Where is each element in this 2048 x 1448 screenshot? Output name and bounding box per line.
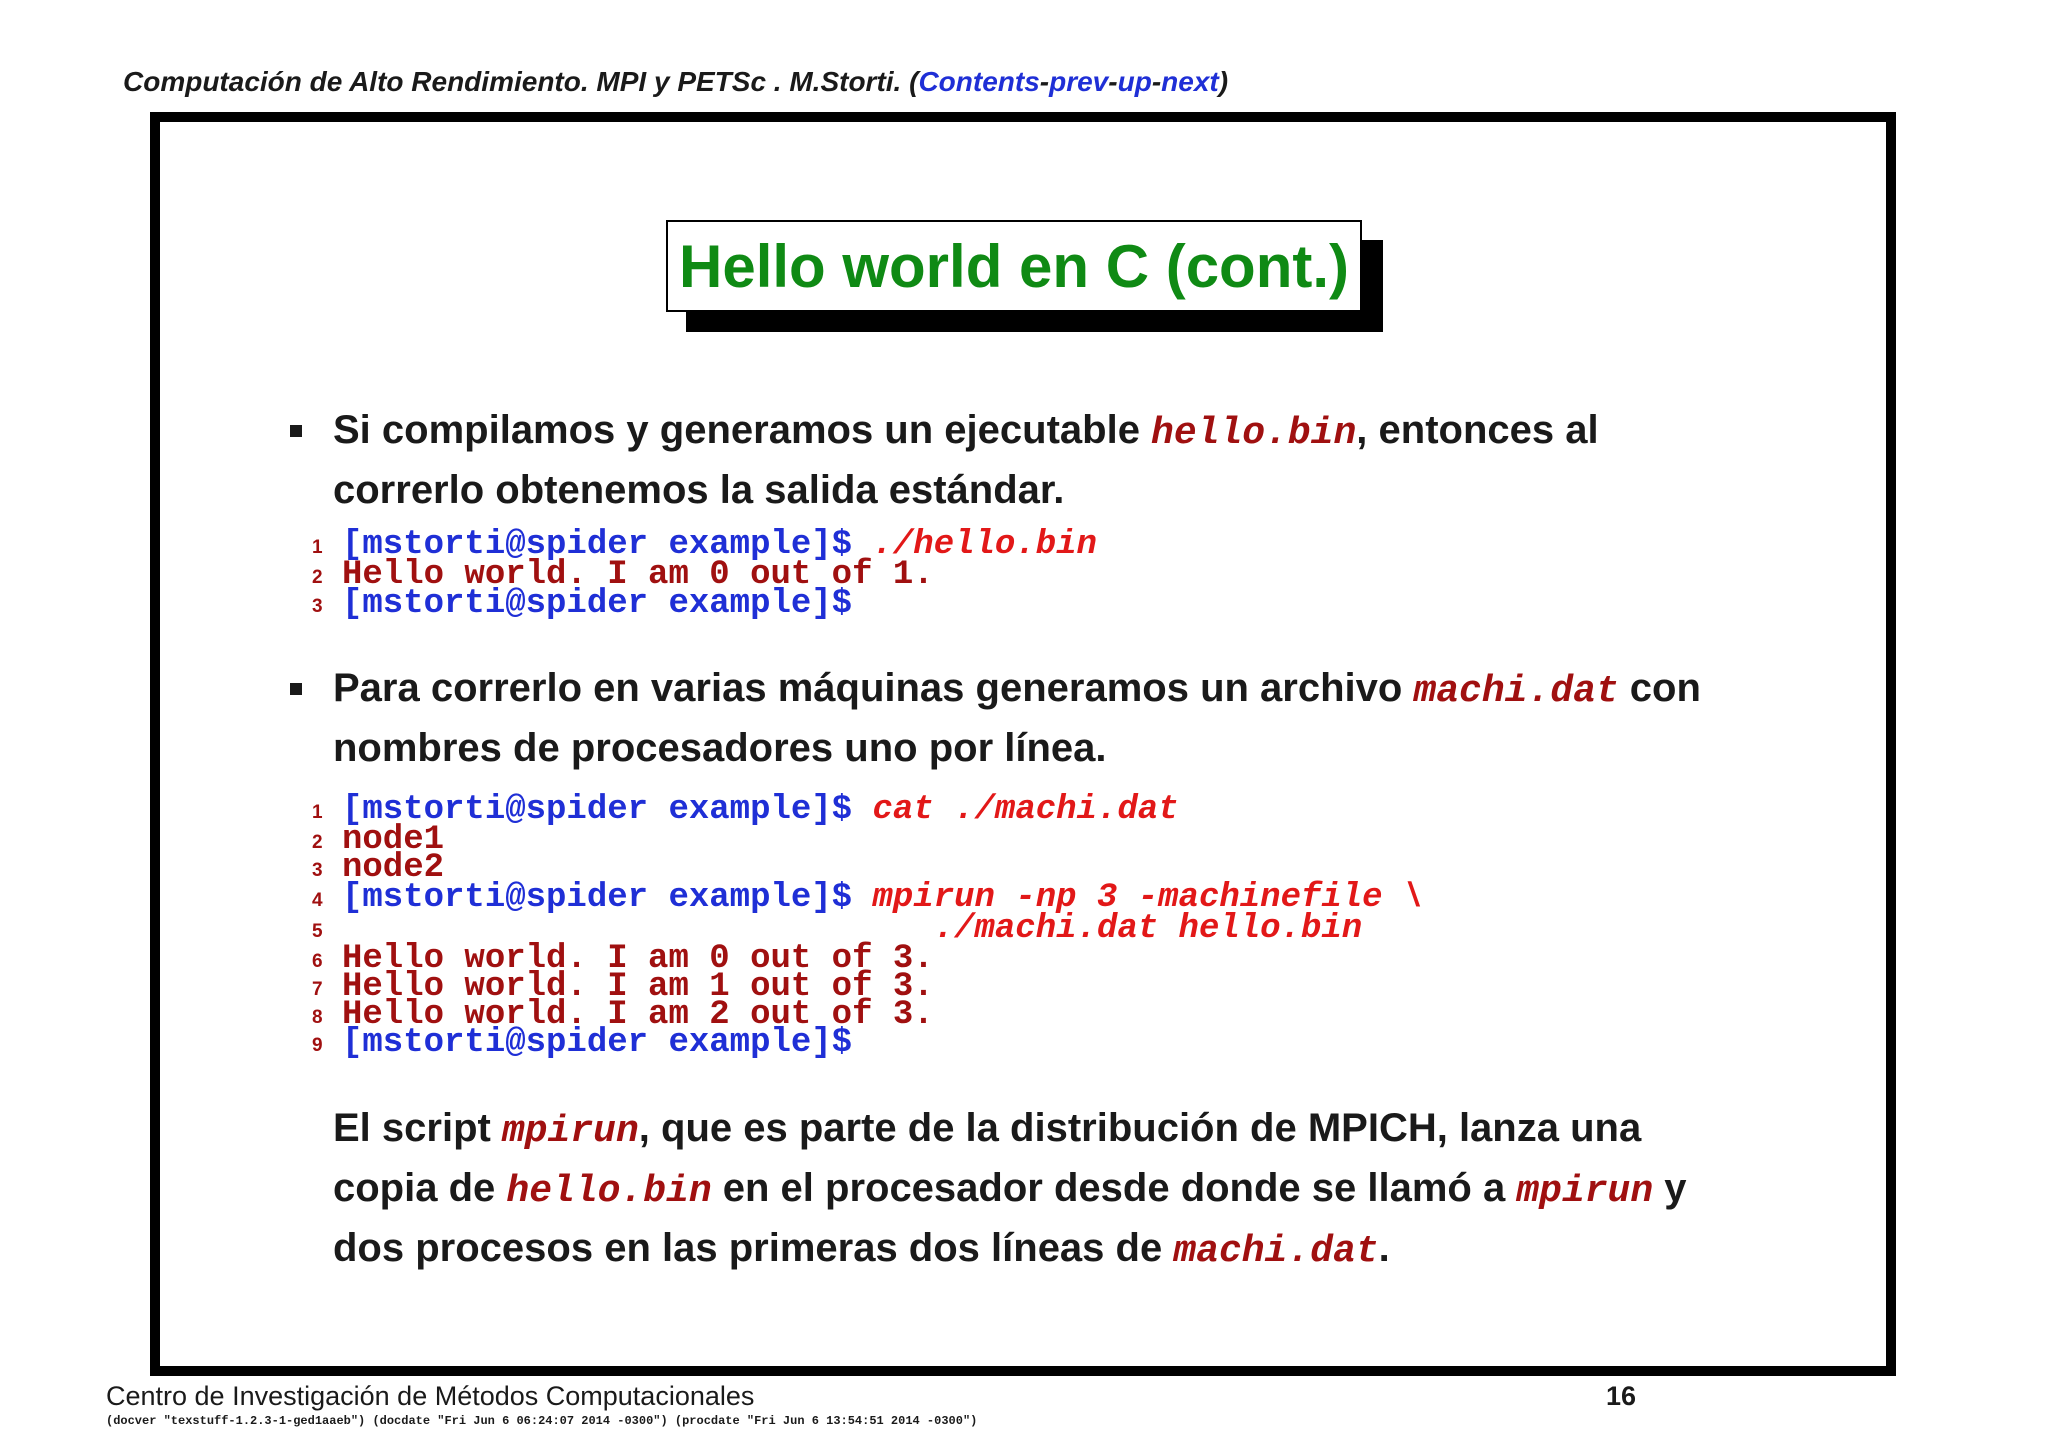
line-number: 4 xyxy=(312,890,323,911)
line-number: 3 xyxy=(312,596,323,617)
line-number: 7 xyxy=(312,979,323,1000)
closing-paragraph: El script mpirun, que es parte de la distribución de MPICH, lanza una copia de hello.bin en el procesador desde donde se llamó a mpirun y dos procesos en las primeras dos líneas de machi.dat. xyxy=(333,1106,1687,1273)
code-prompt: [mstorti@spider example]$ xyxy=(342,1024,853,1062)
line-number: 5 xyxy=(312,921,323,942)
code-prompt: [mstorti@spider example]$ xyxy=(342,791,873,829)
code-cmd: ./hello.bin xyxy=(872,526,1097,564)
line-number: 2 xyxy=(312,832,323,853)
code-out: Hello world. I am 0 out of 1. xyxy=(342,556,934,594)
inline-code: mpirun xyxy=(1516,1170,1654,1213)
nav-up-link[interactable]: up xyxy=(1117,66,1152,97)
header-close-paren: ) xyxy=(1218,66,1229,97)
line-number: 1 xyxy=(312,802,323,823)
bullet-2-text: Para correrlo en varias máquinas generamos un archivo machi.dat con nombres de procesadores uno por línea. xyxy=(333,666,1701,770)
slide-title: Hello world en C (cont.) xyxy=(679,232,1349,300)
inline-code: machi.dat xyxy=(1413,670,1619,713)
page-number: 16 xyxy=(1606,1381,1637,1411)
code-line xyxy=(312,585,853,623)
code-prompt: [mstorti@spider example]$ xyxy=(342,879,873,917)
bullet-marker xyxy=(290,683,302,695)
line-number: 9 xyxy=(312,1035,323,1056)
code-prompt: [mstorti@spider example]$ xyxy=(342,526,873,564)
footer-doc-meta: (docver "texstuff-1.2.3-1-ged1aaeb") (docdate "Fri Jun 6 06:24:07 2014 -0300") (procdate "Fri Jun 6 13:54:51 2014 -0300") xyxy=(106,1414,978,1428)
slide-title-box xyxy=(666,220,1362,312)
nav-next-link[interactable]: next xyxy=(1161,66,1219,97)
header-title: Computación de Alto Rendimiento. MPI y PETSc . M.Storti. ( xyxy=(123,66,919,97)
nav-contents-link[interactable]: Contents xyxy=(918,66,1040,97)
code-out: Hello world. I am 2 out of 3. xyxy=(342,996,934,1034)
inline-code: hello.bin xyxy=(1151,412,1357,455)
code-cmd: cat ./machi.dat xyxy=(872,791,1179,829)
code-prompt: [mstorti@spider example]$ xyxy=(342,585,853,623)
code-out: Hello world. I am 1 out of 3. xyxy=(342,968,934,1006)
inline-code: hello.bin xyxy=(506,1170,712,1213)
running-header: Computación de Alto Rendimiento. MPI y PETSc . M.Storti. (Contents-prev-up-next) xyxy=(123,66,1229,97)
code-out: node2 xyxy=(342,849,445,887)
inline-code: mpirun xyxy=(501,1110,639,1153)
bullet-1-text: Si compilamos y generamos un ejecutable hello.bin, entonces al correrlo obtenemos la salida estándar. xyxy=(333,408,1599,512)
code-out: Hello world. I am 0 out of 3. xyxy=(342,940,934,978)
code-line xyxy=(312,1024,853,1062)
inline-code: machi.dat xyxy=(1173,1230,1379,1273)
code-line xyxy=(312,879,1424,917)
code-out: node1 xyxy=(342,821,445,859)
bullet-marker xyxy=(290,425,302,437)
line-number: 3 xyxy=(312,860,323,881)
nav-prev-link[interactable]: prev xyxy=(1049,66,1109,97)
line-number: 2 xyxy=(312,567,323,588)
line-number: 1 xyxy=(312,537,323,558)
footer-institution: Centro de Investigación de Métodos Computacionales xyxy=(106,1381,755,1411)
line-number: 6 xyxy=(312,951,323,972)
code-cmd: mpirun -np 3 -machinefile \ xyxy=(872,879,1424,917)
line-number: 8 xyxy=(312,1007,323,1028)
code-cmd: ./machi.dat hello.bin xyxy=(342,910,1363,948)
